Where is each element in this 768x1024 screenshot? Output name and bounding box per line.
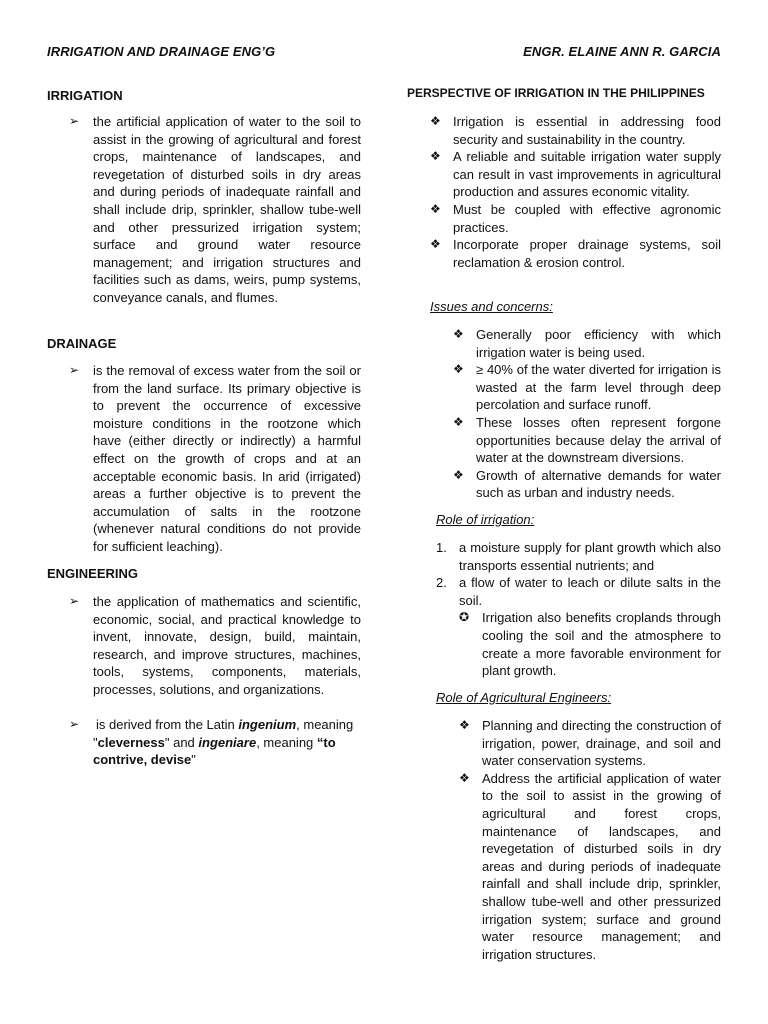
irrigation-definition bbox=[47, 113, 361, 307]
engineering-heading: ENGINEERING bbox=[47, 566, 139, 581]
diamond-bullet-icon: ❖ bbox=[453, 467, 464, 482]
list-item: ❖ These losses often represent forgone opportunities because delay the arrival of water at the downstream diversions. bbox=[453, 414, 721, 466]
header-course-title: IRRIGATION AND DRAINAGE ENG’G bbox=[47, 44, 276, 59]
issues-list bbox=[407, 326, 721, 502]
role-engineers-list bbox=[407, 717, 721, 963]
list-item: ❖ Irrigation is essential in addressing food security and sustainability in the country. bbox=[430, 114, 721, 147]
list-item: ❖ Generally poor efficiency with which irrigation water is being used. bbox=[453, 327, 721, 360]
latin-term-ingeniare: ingeniare bbox=[198, 734, 257, 750]
perspective-list bbox=[407, 113, 721, 271]
perspective-heading: PERSPECTIVE OF IRRIGATION IN THE PHILIPPINES bbox=[407, 86, 705, 100]
list-item: ❖ Address the artificial application of water to the soil to assist in the growing of agricultural and forest crops, maintenance of landscapes, and revegetation of disturbed soils in dry areas and during periods of inadequate rainfall and shall include drip, sprinkler, shallow tube-well and other pressurized irrigation system; surface and ground water resource management; and irrigation structures. bbox=[459, 770, 721, 962]
diamond-bullet-icon: ❖ bbox=[430, 201, 441, 216]
latin-term-ingenium: ingenium bbox=[238, 717, 297, 732]
list-item: ❖ ≥ 40% of the water diverted for irrigation is wasted at the farm level through deep percolation and surface runoff. bbox=[453, 362, 721, 413]
arrow-bullet-icon: ➢ bbox=[69, 363, 80, 377]
arrow-bullet-icon: ➢ bbox=[69, 594, 80, 608]
list-number: 2. bbox=[436, 575, 447, 591]
diamond-bullet-icon: ❖ bbox=[453, 327, 464, 341]
list-item: ❖ A reliable and suitable irrigation water supply can result in vast improvements in agricultural production and assures economic vitality. bbox=[430, 149, 721, 200]
diamond-bullet-icon: ❖ bbox=[453, 362, 464, 377]
star-bullet-icon: ✪ bbox=[459, 610, 470, 625]
engineering-etymology bbox=[47, 716, 361, 769]
diamond-bullet-icon: ❖ bbox=[453, 414, 464, 429]
diamond-bullet-icon: ❖ bbox=[430, 114, 441, 128]
irrigation-heading: IRRIGATION bbox=[47, 88, 123, 103]
drainage-definition bbox=[47, 362, 361, 556]
list-item: ❖ Planning and directing the construction of irrigation, power, drainage, and soil and water conservation systems. bbox=[459, 718, 721, 769]
header-instructor-name: ENGR. ELAINE ANN R. GARCIA bbox=[523, 44, 721, 59]
engineering-definition-text: the application of mathematics and scientific, economic, social, and practical knowledge to invent, innovate, design, build, maintain, research, and improve structures, machines, tools, systems, components, materials, processes, solutions, and organizations. bbox=[93, 594, 361, 697]
diamond-bullet-icon: ❖ bbox=[430, 237, 441, 252]
arrow-bullet-icon: ➢ bbox=[69, 114, 80, 128]
drainage-heading: DRAINAGE bbox=[47, 336, 117, 351]
arrow-bullet-icon: ➢ bbox=[69, 717, 80, 731]
meaning-contrive-devise: “to contrive, devise bbox=[93, 734, 336, 768]
role-irrigation-subheading: Role of irrigation: bbox=[436, 512, 535, 527]
issues-subheading: Issues and concerns: bbox=[430, 299, 553, 314]
list-item: ❖ Growth of alternative demands for water such as urban and industry needs. bbox=[453, 467, 721, 501]
role-irrigation-list bbox=[407, 539, 721, 680]
meaning-cleverness: cleverness bbox=[97, 734, 165, 750]
diamond-bullet-icon: ❖ bbox=[430, 149, 441, 164]
list-item: ❖ Must be coupled with effective agronomic practices. bbox=[430, 201, 721, 235]
list-item: ✪ Irrigation also benefits croplands through cooling the soil and the atmosphere to create a more favorable environment for plant growth. bbox=[459, 610, 721, 679]
list-item: 1. a moisture supply for plant growth which also transports essential nutrients; and bbox=[436, 540, 721, 573]
engineering-etymology-text: is derived from the Latin ingenium, meaning "cleverness" and ingeniare, meaning “to contrive, devise" bbox=[93, 717, 354, 768]
drainage-definition-text: is the removal of excess water from the soil or from the land surface. Its primary objective is to prevent the occurrence of excessive moisture conditions in the rootzone which have (either directly or indirectly) a harmful effect on the growth of crops and at an acceptable economic basis. In arid (irrigated) areas a further objective is to prevent the accumulation of salts in the rootzone (whenever natural conditions do not provide for sufficient leaching). bbox=[93, 363, 361, 554]
diamond-bullet-icon: ❖ bbox=[459, 718, 470, 732]
role-engineers-subheading: Role of Agricultural Engineers: bbox=[436, 690, 612, 705]
irrigation-definition-text: the artificial application of water to the soil to assist in the growing of agricultural and forest crops, maintenance of landscapes, and revegetation of disturbed soils in dry areas and during periods of inadequate rainfall and shall include drip, sprinkler, shallow tube-well and other pressurized irrigation system; surface and ground water resource management; and irrigation structures and facilities such as dams, weirs, pump systems, conveyance canals, and flumes. bbox=[93, 114, 361, 305]
diamond-bullet-icon: ❖ bbox=[459, 770, 470, 785]
list-number: 1. bbox=[436, 540, 447, 555]
list-item: ❖ Incorporate proper drainage systems, soil reclamation & erosion control. bbox=[430, 237, 721, 270]
engineering-definition bbox=[47, 593, 361, 699]
list-item: 2. a flow of water to leach or dilute salts in the soil. bbox=[436, 575, 721, 608]
